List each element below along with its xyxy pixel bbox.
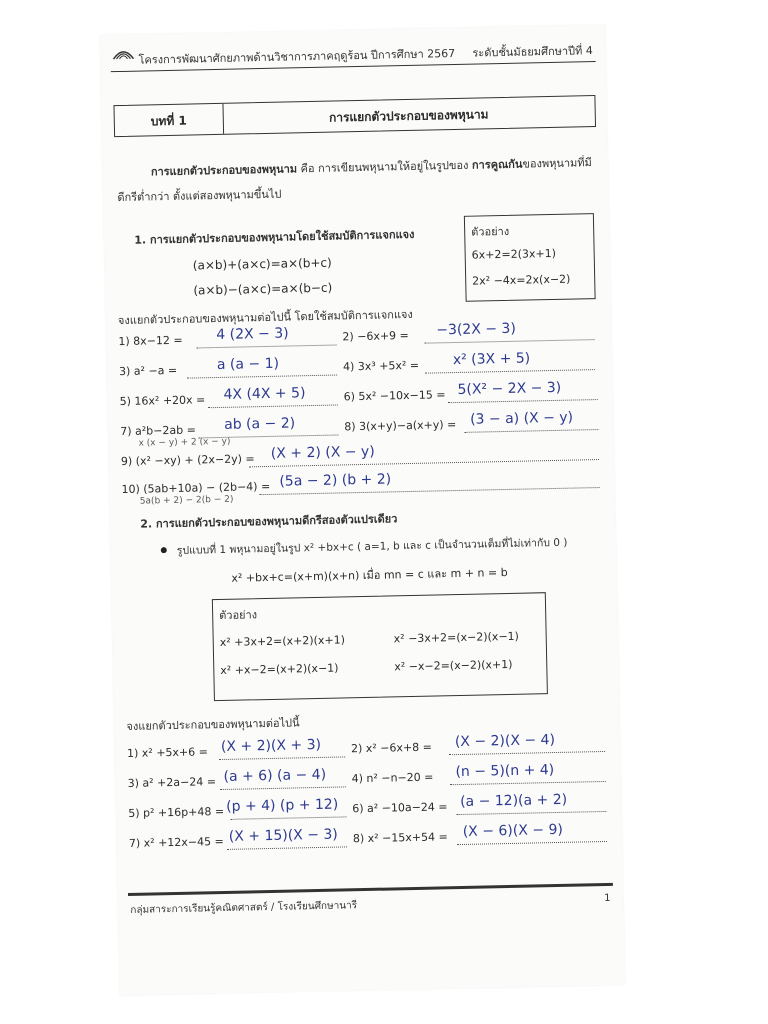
footer-department: กลุ่มสาระการเรียนรู้คณิตศาสตร์ / โรงเรียนศึกษานารี — [130, 900, 358, 916]
s2-answer-8: (X − 6)(X − 9) — [462, 821, 564, 840]
s1-answer-line-4 — [425, 369, 595, 374]
s1-answer-line-6 — [448, 399, 598, 403]
distributive-rule-1: (a×b)+(a×c)=a×(b+c) — [192, 255, 332, 273]
s2-problem-6: 6) a² −10a−24 = — [352, 800, 448, 816]
s2-problem-4: 4) n² −n−20 = — [351, 770, 434, 786]
section2-form-rule: x² +bx+c=(x+m)(x+n) เมื่อ mn = c และ m + n = b — [231, 565, 508, 585]
s1-answer-1: 4 (2X − 3) — [216, 325, 289, 344]
s1-answer-3: a (a − 1) — [216, 355, 280, 374]
s1-problem-1: 1) 8x−12 = — [118, 333, 183, 349]
s1-problem-9: 9) (x² −xy) + (2x−2y) = — [120, 452, 255, 469]
s2-answer-7: (X + 15)(X − 3) — [228, 826, 338, 845]
intro-line-1 — [151, 153, 592, 180]
s1-problem-4: 4) 3x³ +5x² = — [342, 358, 420, 374]
s1-problem-8: 8) 3(x+y)−a(x+y) = — [344, 418, 457, 434]
section2-example-3: x² +x−2=(x+2)(x−1) — [220, 661, 339, 678]
intro-mid: คือ การเขียนพหุนามให้อยู่ในรูปของ — [300, 158, 469, 176]
bullet-icon — [161, 547, 167, 553]
intro-end: ของพหุนามที่มี — [522, 156, 592, 171]
section1-example-label: ตัวอย่าง — [471, 224, 510, 239]
section2-example-box — [212, 592, 548, 701]
s2-answer-6: (a − 12)(a + 2) — [459, 791, 568, 811]
s2-problem-3: 3) a² +2a−24 = — [127, 775, 217, 790]
s2-answer-line-4 — [450, 781, 606, 785]
section1-example-2: 2x² −4x=2x(x−2) — [472, 272, 571, 288]
s1-answer-6: 5(X² − 2X − 3) — [457, 379, 562, 398]
s1-answer-7: ab (a − 2) — [224, 415, 296, 433]
s2-answer-line-6 — [456, 811, 606, 815]
section1-instruction: จงแยกตัวประกอบของพหุนามต่อไปนี้ โดยใช้สมบัติการแจกแจง — [117, 307, 413, 328]
s2-problem-8: 8) x² −15x+54 = — [352, 830, 448, 846]
s1-answer-line-5 — [208, 404, 338, 408]
chapter-number: บทที่ 1 — [150, 113, 187, 129]
section1-example-1: 6x+2=2(3x+1) — [471, 246, 557, 262]
school-logo-icon — [112, 47, 134, 61]
s1-answer-4: x² (3X + 5) — [452, 350, 531, 369]
s1-answer-line-3 — [187, 375, 337, 379]
intro-line-2: ดีกรีต่ำกว่า ตั้งแต่สองพหุนามขึ้นไป — [117, 187, 282, 205]
s1-problem-2: 2) −6x+9 = — [342, 328, 409, 344]
s1-answer-5: 4X (4X + 5) — [223, 385, 306, 403]
chapter-box — [113, 95, 596, 137]
s2-answer-3: (a + 6) (a − 4) — [223, 766, 327, 785]
intro-term: การแยกตัวประกอบของพหุนาม — [150, 162, 298, 179]
s1-problem-5: 5) 16x² +20x = — [119, 393, 206, 409]
s2-problem-5: 5) p² +16p+48 = — [128, 804, 225, 820]
chapter-title: การแยกตัวประกอบของพหุนาม — [328, 107, 489, 125]
s1-scratch-7: x (x − y) + 2 (x − y) — [138, 436, 231, 449]
s1-problem-6: 6) 5x² −10x−15 = — [343, 388, 446, 404]
section2-title: 2. การแยกตัวประกอบของพหุนามดีกรีสองตัวแปรเดียว — [140, 512, 398, 531]
s2-answer-line-1 — [219, 756, 345, 760]
s1-answer-8: (3 − a) (X − y) — [469, 409, 574, 428]
s2-answer-5: (p + 4) (p + 12) — [226, 796, 339, 815]
s2-answer-1: (X + 2)(X + 3) — [220, 736, 322, 756]
section2-example-4: x² −x−2=(x−2)(x+1) — [394, 657, 513, 674]
section2-example-label: ตัวอย่าง — [219, 608, 258, 623]
s2-answer-line-8 — [457, 841, 607, 845]
s1-answer-9: (X + 2) (X − y) — [270, 443, 375, 462]
s1-problem-3: 3) a² −a = — [118, 363, 178, 379]
section1-example-box — [464, 213, 596, 302]
s1-answer-line-1 — [197, 345, 337, 349]
s2-answer-line-7 — [227, 846, 347, 850]
s1-answer-2: −3(2X − 3) — [436, 320, 517, 339]
footer-rule — [128, 883, 613, 896]
header-grade-level: ระดับชั้นมัธยมศึกษาปีที่ 4 — [472, 44, 593, 60]
section2-example-2: x² −3x+2=(x−2)(x−1) — [393, 629, 520, 646]
s1-problem-7: 7) a²b−2ab = — [120, 423, 197, 439]
section2-instruction: จงแยกตัวประกอบของพหุนามต่อไปนี้ — [126, 716, 300, 733]
s1-problem-10: 10) (5ab+10a) − (2b−4) = — [121, 479, 271, 497]
section1-title: 1. การแยกตัวประกอบของพหุนามโดยใช้สมบัติการแจกแจง — [134, 227, 415, 247]
section2-form-text: รูปแบบที่ 1 พหุนามอยู่ในรูป x² +bx+c ( a=1, b และ c เป็นจำนวนเต็มที่ไม่เท่ากับ 0 ) — [176, 536, 568, 557]
s2-problem-7: 7) x² +12x−45 = — [128, 834, 224, 850]
s2-answer-line-3 — [220, 786, 346, 790]
s2-answer-4: (n − 5)(n + 4) — [455, 762, 555, 781]
distributive-rule-2: (a×b)−(a×c)=a×(b−c) — [193, 280, 333, 298]
s2-problem-2: 2) x² −6x+8 = — [350, 740, 432, 756]
s1-answer-line-8 — [464, 429, 598, 433]
s1-answer-line-2 — [425, 339, 595, 344]
s2-answer-2: (X − 2)(X − 4) — [454, 732, 556, 751]
worksheet-page — [100, 25, 625, 995]
s2-answer-line-5 — [230, 816, 346, 819]
s1-scratch-10: 5a(b + 2) − 2(b − 2) — [139, 494, 234, 507]
s2-answer-line-2 — [449, 751, 605, 755]
s2-problem-1: 1) x² +5x+6 = — [126, 745, 209, 760]
section2-example-1: x² +3x+2=(x+2)(x+1) — [219, 633, 346, 650]
header-program-title: โครงการพัฒนาศักยภาพด้านวิชาการภาคฤดูร้อน ปีการศึกษา 2567 — [138, 46, 456, 67]
intro-term2: การคูณกัน — [471, 157, 523, 172]
s1-answer-10: (5a − 2) (b + 2) — [279, 471, 392, 490]
footer-page-number: 1 — [604, 892, 611, 905]
